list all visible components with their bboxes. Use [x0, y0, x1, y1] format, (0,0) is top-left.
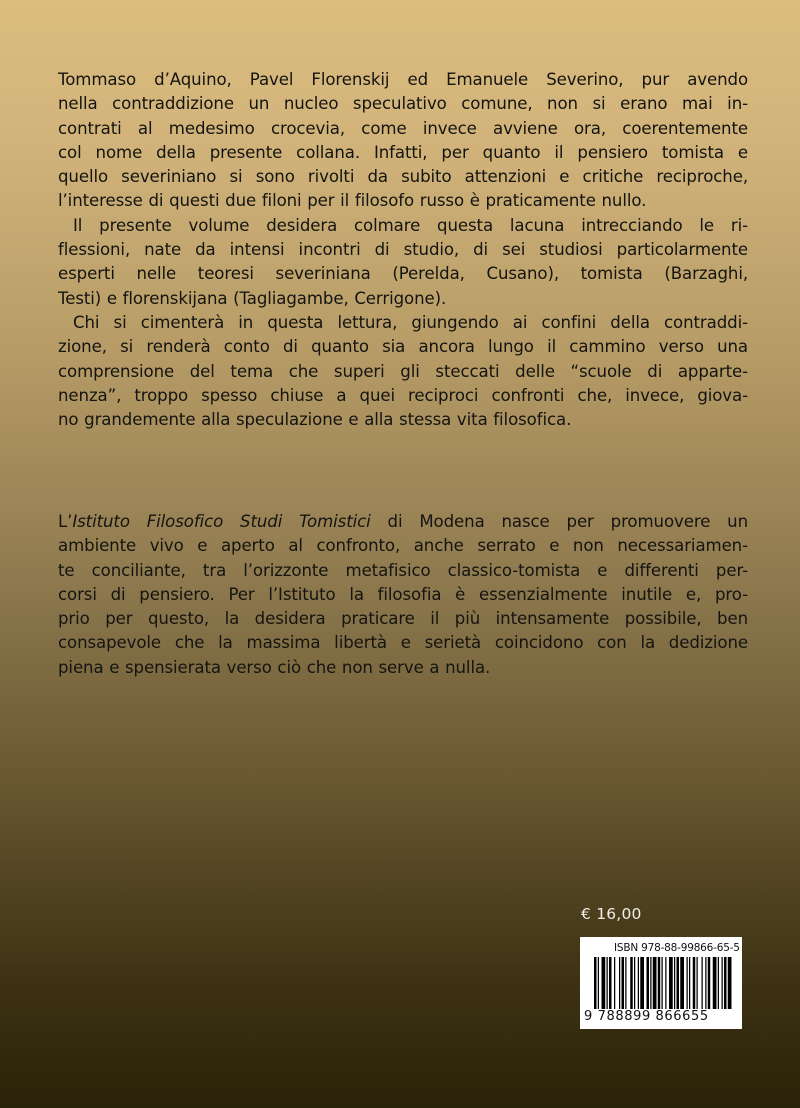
institute-line-rest: di Modena nasce per promuovere un: [370, 512, 748, 531]
barcode-bar: [693, 957, 696, 1009]
institute-line: piena e spensierata verso ciò che non serve a nulla.: [58, 657, 491, 677]
barcode-bar: [728, 957, 732, 1009]
price-label: € 16,00: [581, 905, 642, 923]
barcode-bar: [718, 957, 719, 1009]
barcode-bar: [689, 957, 690, 1009]
blurb-line: Il presente volume desidera colmare questa lacuna intrecciando le ri-: [73, 215, 748, 235]
barcode-bar: [677, 957, 680, 1009]
institute-line: ambiente vivo e aperto al confronto, anche serrato e non necessariamen-: [58, 536, 748, 556]
institute-line: [58, 510, 748, 534]
barcode-bar: [625, 957, 626, 1009]
barcode-bar: [607, 957, 608, 1009]
institute-description: [58, 510, 748, 680]
barcode-bar: [602, 957, 606, 1009]
barcode-bar: [697, 957, 698, 1009]
institute-line: consapevole che la massima libertà e serietà coincidono con la dedizione: [58, 633, 748, 653]
barcode-bar: [640, 957, 644, 1009]
barcode-bar: [680, 957, 684, 1009]
barcode-bar: [708, 957, 711, 1009]
institute-line: corsi di pensiero. Per l’Istituto la filosofia è essenzialmente inutile e, pro-: [58, 584, 748, 604]
barcode-bar: [687, 957, 688, 1009]
barcode-bar: [722, 957, 723, 1009]
barcode-bar: [674, 957, 675, 1009]
barcode-bar: [658, 957, 661, 1009]
blurb-line: nella contraddizione un nucleo speculativo comune, non si erano mai in-: [58, 94, 748, 114]
blurb-line: l’interesse di questi due filoni per il filosofo russo è praticamente nullo.: [58, 191, 647, 211]
barcode-bar: [630, 957, 633, 1009]
barcode-icon: [594, 957, 736, 1009]
barcode-bar: [662, 957, 663, 1009]
barcode-digits: 9 788899 866655: [584, 1009, 709, 1024]
barcode-bar: [619, 957, 620, 1009]
institute-line: prio per questo, la desidera praticare il più intensamente possibile, ben: [58, 609, 748, 629]
barcode-bar: [594, 957, 597, 1009]
barcode-bar: [669, 957, 673, 1009]
barcode-bar: [638, 957, 639, 1009]
institute-prefix: L’: [58, 512, 73, 531]
barcode-bar: [665, 957, 666, 1009]
blurb-line: col nome della presente collana. Infatti, per quanto il pensiero tomista e: [58, 142, 748, 162]
blurb-line: nenza”, troppo spesso chiuse a quei reciproci confronti che, invece, giova-: [58, 385, 748, 405]
blurb-line: Chi si cimenterà in questa lettura, giungendo ai confini della contraddi-: [73, 312, 748, 332]
blurb-line: quello severiniano si sono rivolti da subito attenzioni e critiche reciproche,: [58, 167, 748, 187]
barcode-bar: [614, 957, 615, 1009]
blurb-line: zione, si renderà conto di quanto sia ancora lungo il cammino verso una: [58, 337, 748, 357]
barcode-bar: [724, 957, 727, 1009]
barcode-bar: [647, 957, 650, 1009]
barcode-bar: [598, 957, 599, 1009]
institute-name: Istituto Filosofico Studi Tomistici: [72, 512, 371, 531]
barcode-bar: [705, 957, 706, 1009]
barcode-bar: [622, 957, 625, 1009]
blurb-line: Tommaso d’Aquino, Pavel Florenskij ed Emanuele Severino, pur avendo: [58, 70, 748, 89]
book-blurb: [58, 68, 748, 432]
barcode-bar: [650, 957, 651, 1009]
barcode-bar: [713, 957, 717, 1009]
barcode-box: [580, 937, 742, 1029]
barcode-bar: [653, 957, 657, 1009]
blurb-line: flessioni, nate da intensi incontri di studio, di sei studiosi particolarmente: [58, 240, 748, 260]
blurb-line: Testi) e florenskijana (Tagliagambe, Cerrigone).: [58, 288, 447, 308]
blurb-line: contrati al medesimo crocevia, come invece avviene ora, coerentemente: [58, 118, 748, 138]
institute-line: te conciliante, tra l’orizzonte metafisico classico-tomista e differenti per-: [58, 560, 748, 580]
blurb-line: comprensione del tema che superi gli steccati delle “scuole di apparte-: [58, 361, 748, 381]
blurb-line: esperti nelle teoresi severiniana (Perelda, Cusano), tomista (Barzaghi,: [58, 264, 748, 284]
blurb-line: no grandemente alla speculazione e alla stessa vita filosofica.: [58, 410, 572, 430]
barcode-bar: [702, 957, 703, 1009]
barcode-bar: [634, 957, 635, 1009]
barcode-bar: [609, 957, 612, 1009]
isbn-label: ISBN 978-88-99866-65-5: [614, 942, 740, 954]
